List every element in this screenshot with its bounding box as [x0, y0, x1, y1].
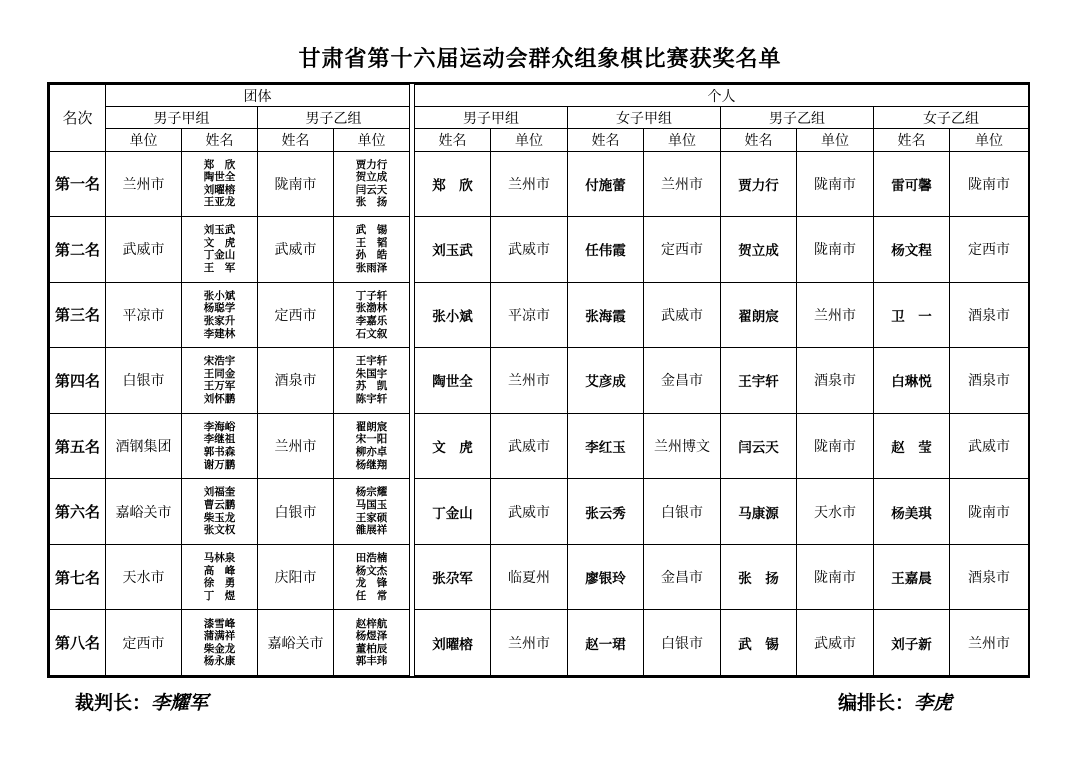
member-name: 董柏辰 — [355, 642, 388, 655]
member-name: 王宇轩 — [355, 355, 388, 368]
individual-unit: 兰州市 — [644, 151, 721, 217]
table-row — [50, 217, 1029, 283]
chief-referee-label: 裁判长： — [75, 692, 152, 714]
member-name: 丁金山 — [203, 249, 236, 262]
member-name: 宋浩宇 — [203, 355, 236, 368]
header-group-ind-3: 男子乙组 — [721, 107, 874, 129]
team-b-unit: 兰州市 — [258, 413, 334, 479]
member-name: 刘曜榕 — [203, 183, 236, 196]
individual-unit: 定西市 — [950, 217, 1029, 283]
individual-name: 白琳悦 — [874, 348, 950, 414]
scheduler-label: 编排长： — [838, 692, 915, 714]
team-b-members — [334, 413, 410, 479]
individual-unit: 兰州市 — [950, 610, 1029, 676]
member-name: 孙 皓 — [355, 249, 388, 262]
member-name: 郭书森 — [203, 446, 236, 459]
rank-label: 第七名 — [50, 544, 106, 610]
member-name: 雒展祥 — [355, 524, 388, 537]
individual-unit: 武威市 — [644, 282, 721, 348]
member-name: 张家升 — [203, 314, 236, 327]
header-row-3 — [50, 129, 1029, 151]
individual-name: 赵一珺 — [568, 610, 644, 676]
rank-label: 第六名 — [50, 479, 106, 545]
individual-unit: 定西市 — [644, 217, 721, 283]
chief-referee-signature: 李耀军 — [151, 692, 209, 714]
member-name: 武 锡 — [355, 224, 388, 237]
header-unit: 单位 — [797, 129, 874, 151]
individual-name: 王嘉晨 — [874, 544, 950, 610]
team-b-members — [334, 282, 410, 348]
member-name: 闫云天 — [355, 183, 388, 196]
individual-unit: 武威市 — [797, 610, 874, 676]
header-row-1 — [50, 85, 1029, 107]
individual-unit: 白银市 — [644, 610, 721, 676]
header-unit: 单位 — [644, 129, 721, 151]
member-name: 曹云鹏 — [203, 498, 236, 511]
team-a-members — [182, 217, 258, 283]
individual-unit: 兰州博文 — [644, 413, 721, 479]
header-name: 姓名 — [415, 129, 491, 151]
member-name: 王 韬 — [355, 236, 388, 249]
member-name: 龙 锋 — [355, 577, 388, 590]
individual-unit: 白银市 — [644, 479, 721, 545]
member-name: 杨煜泽 — [355, 630, 388, 643]
team-b-members — [334, 348, 410, 414]
team-a-unit: 武威市 — [106, 217, 182, 283]
scheduler-signature: 李虎 — [914, 692, 953, 714]
header-name: 姓名 — [182, 129, 258, 151]
member-name: 徐 勇 — [203, 577, 236, 590]
individual-unit: 兰州市 — [797, 282, 874, 348]
individual-name: 廖银玲 — [568, 544, 644, 610]
team-a-members — [182, 413, 258, 479]
header-name: 姓名 — [258, 129, 334, 151]
individual-unit: 酒泉市 — [950, 348, 1029, 414]
individual-name: 贺立成 — [721, 217, 797, 283]
member-name: 丁 煜 — [203, 589, 236, 602]
member-name: 张小斌 — [203, 289, 236, 302]
header-group-ind-2: 女子甲组 — [568, 107, 721, 129]
header-row-2 — [50, 107, 1029, 129]
member-name: 李继祖 — [203, 433, 236, 446]
individual-name: 郑 欣 — [415, 151, 491, 217]
member-name: 杨文杰 — [355, 564, 388, 577]
team-b-members — [334, 479, 410, 545]
member-name: 刘福奎 — [203, 486, 236, 499]
individual-unit: 武威市 — [491, 413, 568, 479]
footer-scheduler — [838, 688, 952, 715]
member-name: 宋一阳 — [355, 433, 388, 446]
header-group-ind-1: 男子甲组 — [415, 107, 568, 129]
member-name: 赵梓航 — [355, 617, 388, 630]
individual-unit: 武威市 — [491, 217, 568, 283]
team-b-unit: 武威市 — [258, 217, 334, 283]
member-name: 杨宗耀 — [355, 486, 388, 499]
member-name: 王同金 — [203, 367, 236, 380]
member-name: 杨继翔 — [355, 458, 388, 471]
team-a-unit: 酒钢集团 — [106, 413, 182, 479]
header-rank: 名次 — [50, 85, 106, 152]
rank-label: 第一名 — [50, 151, 106, 217]
team-b-unit: 白银市 — [258, 479, 334, 545]
team-b-unit: 庆阳市 — [258, 544, 334, 610]
header-team: 团体 — [106, 85, 410, 107]
team-b-unit: 陇南市 — [258, 151, 334, 217]
individual-name: 丁金山 — [415, 479, 491, 545]
individual-unit: 酒泉市 — [950, 544, 1029, 610]
header-group-team-b: 男子乙组 — [258, 107, 410, 129]
individual-name: 张海霞 — [568, 282, 644, 348]
individual-unit: 陇南市 — [797, 217, 874, 283]
individual-name: 张 扬 — [721, 544, 797, 610]
individual-unit: 金昌市 — [644, 544, 721, 610]
member-name: 刘玉武 — [203, 224, 236, 237]
member-name: 贾力行 — [355, 158, 388, 171]
member-name: 王万军 — [203, 380, 236, 393]
team-a-unit: 白银市 — [106, 348, 182, 414]
member-name: 张渤林 — [355, 302, 388, 315]
rank-label: 第八名 — [50, 610, 106, 676]
table-row — [50, 348, 1029, 414]
table-row — [50, 544, 1029, 610]
member-name: 张雨泽 — [355, 261, 388, 274]
individual-name: 闫云天 — [721, 413, 797, 479]
individual-unit: 酒泉市 — [950, 282, 1029, 348]
individual-name: 翟朗宸 — [721, 282, 797, 348]
member-name: 漆雪峰 — [203, 617, 236, 630]
table-row — [50, 479, 1029, 545]
team-a-members — [182, 151, 258, 217]
individual-name: 任伟霞 — [568, 217, 644, 283]
individual-name: 卫 一 — [874, 282, 950, 348]
team-a-unit: 天水市 — [106, 544, 182, 610]
header-name: 姓名 — [721, 129, 797, 151]
member-name: 翟朗宸 — [355, 420, 388, 433]
individual-name: 张云秀 — [568, 479, 644, 545]
member-name: 杨永康 — [203, 655, 236, 668]
team-a-unit: 嘉峪关市 — [106, 479, 182, 545]
team-b-unit: 定西市 — [258, 282, 334, 348]
individual-unit: 陇南市 — [797, 151, 874, 217]
member-name: 郑 欣 — [203, 158, 236, 171]
member-name: 马林泉 — [203, 551, 236, 564]
table-row — [50, 282, 1029, 348]
team-b-unit: 嘉峪关市 — [258, 610, 334, 676]
member-name: 张 扬 — [355, 196, 388, 209]
team-a-members — [182, 544, 258, 610]
individual-unit: 兰州市 — [491, 348, 568, 414]
member-name: 谢万鹏 — [203, 458, 236, 471]
individual-unit: 陇南市 — [797, 413, 874, 479]
individual-unit: 陇南市 — [950, 151, 1029, 217]
team-a-members — [182, 610, 258, 676]
member-name: 陈宇轩 — [355, 393, 388, 406]
header-unit: 单位 — [950, 129, 1029, 151]
individual-unit: 陇南市 — [950, 479, 1029, 545]
individual-name: 王宇轩 — [721, 348, 797, 414]
individual-name: 文 虎 — [415, 413, 491, 479]
team-a-unit: 定西市 — [106, 610, 182, 676]
team-a-unit: 平凉市 — [106, 282, 182, 348]
member-name: 李海峪 — [203, 420, 236, 433]
member-name: 柳亦卓 — [355, 446, 388, 459]
member-name: 杨聪学 — [203, 302, 236, 315]
header-unit: 单位 — [334, 129, 410, 151]
member-name: 王亚龙 — [203, 196, 236, 209]
rank-label: 第四名 — [50, 348, 106, 414]
team-b-members — [334, 544, 410, 610]
member-name: 任 常 — [355, 589, 388, 602]
individual-unit: 兰州市 — [491, 151, 568, 217]
member-name: 朱国宇 — [355, 367, 388, 380]
individual-name: 雷可馨 — [874, 151, 950, 217]
individual-name: 杨文程 — [874, 217, 950, 283]
individual-name: 付施蕾 — [568, 151, 644, 217]
header-individual: 个人 — [415, 85, 1029, 107]
member-name: 文 虎 — [203, 236, 236, 249]
member-name: 贺立成 — [355, 171, 388, 184]
individual-unit: 酒泉市 — [797, 348, 874, 414]
individual-name: 张小斌 — [415, 282, 491, 348]
table-row — [50, 610, 1029, 676]
member-name: 刘怀鹏 — [203, 393, 236, 406]
individual-name: 陶世全 — [415, 348, 491, 414]
member-name: 李嘉乐 — [355, 314, 388, 327]
individual-name: 刘曜榕 — [415, 610, 491, 676]
team-a-members — [182, 479, 258, 545]
member-name: 蒲满祥 — [203, 630, 236, 643]
individual-name: 张尕军 — [415, 544, 491, 610]
individual-name: 艾彦成 — [568, 348, 644, 414]
rank-label: 第二名 — [50, 217, 106, 283]
member-name: 陶世全 — [203, 171, 236, 184]
header-unit: 单位 — [491, 129, 568, 151]
individual-name: 刘子新 — [874, 610, 950, 676]
individual-unit: 金昌市 — [644, 348, 721, 414]
award-table — [49, 84, 1029, 676]
page-title: 甘肃省第十六届运动会群众组象棋比赛获奖名单 — [298, 47, 782, 72]
table-row — [50, 151, 1029, 217]
individual-unit: 兰州市 — [491, 610, 568, 676]
header-group-team-a: 男子甲组 — [106, 107, 258, 129]
header-name: 姓名 — [874, 129, 950, 151]
individual-name: 杨美琪 — [874, 479, 950, 545]
member-name: 柴玉龙 — [203, 511, 236, 524]
member-name: 郭丰玮 — [355, 655, 388, 668]
team-a-members — [182, 348, 258, 414]
member-name: 高 峰 — [203, 564, 236, 577]
member-name: 丁子轩 — [355, 289, 388, 302]
member-name: 李建林 — [203, 327, 236, 340]
rank-label: 第三名 — [50, 282, 106, 348]
header-name: 姓名 — [568, 129, 644, 151]
team-b-members — [334, 217, 410, 283]
individual-name: 武 锡 — [721, 610, 797, 676]
individual-unit: 陇南市 — [797, 544, 874, 610]
individual-name: 李红玉 — [568, 413, 644, 479]
team-b-unit: 酒泉市 — [258, 348, 334, 414]
member-name: 苏 凯 — [355, 380, 388, 393]
individual-name: 贾力行 — [721, 151, 797, 217]
individual-unit: 武威市 — [491, 479, 568, 545]
rank-label: 第五名 — [50, 413, 106, 479]
individual-unit: 武威市 — [950, 413, 1029, 479]
member-name: 王家硕 — [355, 511, 388, 524]
individual-name: 刘玉武 — [415, 217, 491, 283]
header-group-ind-4: 女子乙组 — [874, 107, 1029, 129]
individual-name: 马康源 — [721, 479, 797, 545]
individual-unit: 临夏州 — [491, 544, 568, 610]
member-name: 王 军 — [203, 261, 236, 274]
member-name: 石文叙 — [355, 327, 388, 340]
header-unit: 单位 — [106, 129, 182, 151]
team-a-unit: 兰州市 — [106, 151, 182, 217]
individual-unit: 平凉市 — [491, 282, 568, 348]
individual-name: 赵 莹 — [874, 413, 950, 479]
team-b-members — [334, 151, 410, 217]
individual-unit: 天水市 — [797, 479, 874, 545]
member-name: 张文权 — [203, 524, 236, 537]
team-a-members — [182, 282, 258, 348]
member-name: 柴金龙 — [203, 642, 236, 655]
footer-chief-referee — [75, 688, 208, 715]
team-b-members — [334, 610, 410, 676]
member-name: 田浩楠 — [355, 551, 388, 564]
table-row — [50, 413, 1029, 479]
member-name: 马国玉 — [355, 498, 388, 511]
